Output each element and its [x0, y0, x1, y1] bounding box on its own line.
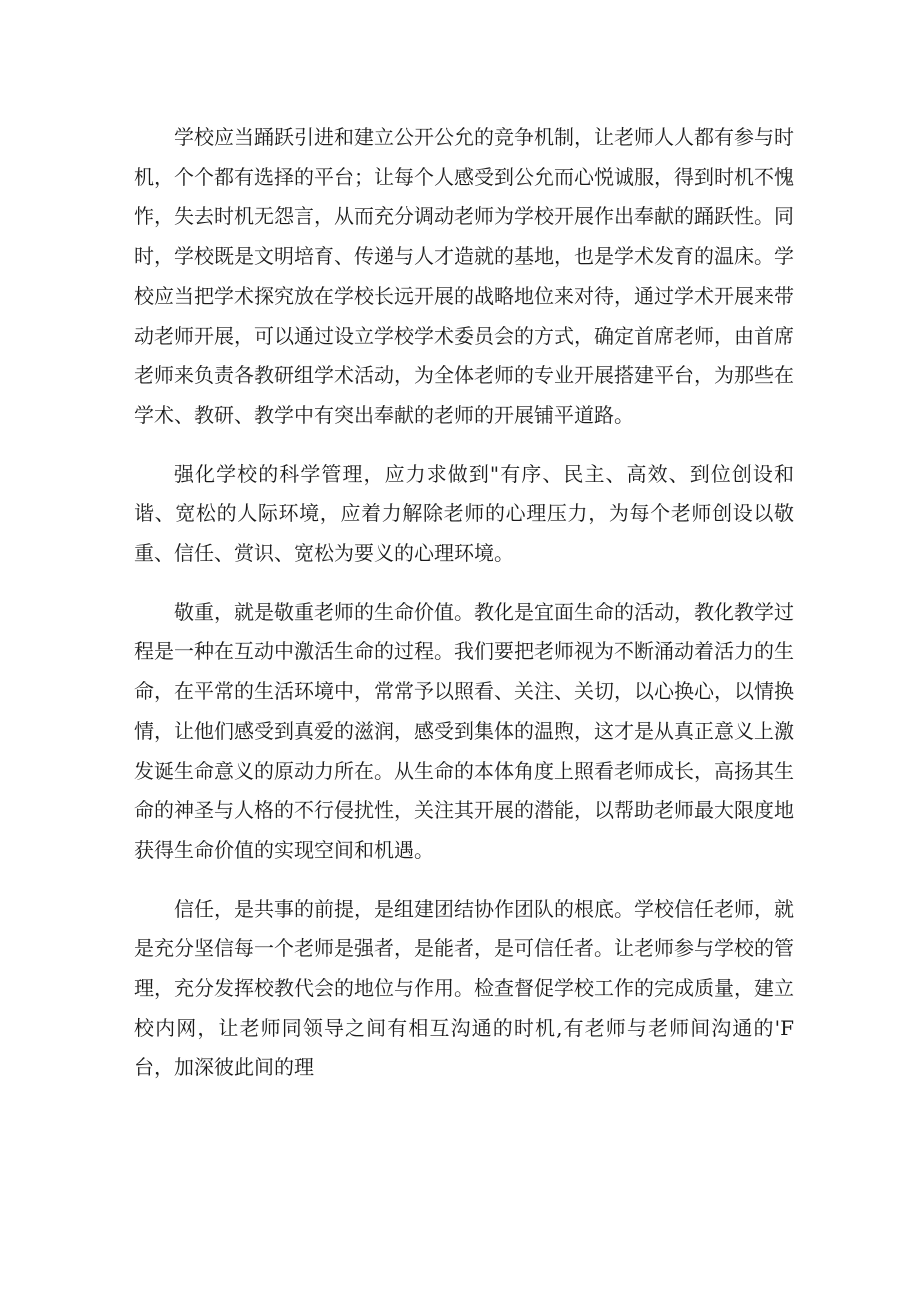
paragraph-trust: 信任，是共事的前提，是组建团结协作团队的根底。学校信任老师，就是充分坚信每一个老师是强者，是能者，是可信任者。让老师参与学校的管理，充分发挥校教代会的地位与作用。检查督促学校工作的完成质量，建立校内网，让老师同领导之间有相互沟通的时机,有老师与老师间沟通的'F台，加深彼此间的理 — [134, 896, 794, 1080]
paragraph-management: 强化学校的科学管理，应力求做到"有序、民主、高效、到位创设和谐、宽松的人际环境，应着力解除老师的心理压力，为每个老师创设以敬重、信任、赏识、宽松为要义的心理环境。 — [134, 461, 794, 566]
paragraph-competition: 学校应当踊跃引进和建立公开公允的竞争机制，让老师人人都有参与时机，个个都有选择的平台；让每个人感受到公允而心悦诚服，得到时机不愧怍，失去时机无怨言，从而充分调动老师为学校开展作出奉献的踊跃性。同时，学校既是文明培育、传递与人才造就的基地，也是学术发育的温床。学校应当把学术探究放在学校长远开展的战略地位来对待，通过学术开展来带动老师开展，可以通过设立学校学术委员会的方式，确定首席老师，由首席老师来负责各教研组学术活动，为全体老师的专业开展搭建平台，为那些在学术、教研、教学中有突出奉献的老师的开展铺平道路。 — [134, 125, 794, 427]
document-body — [134, 118, 794, 1107]
paragraph-respect: 敬重，就是敬重老师的生命价值。教化是宜面生命的活动，教化教学过程是一种在互动中激活生命的过程。我们要把老师视为不断涌动着活力的生命，在平常的生活环境中，常常予以照看、关注、关切，以心换心，以情换情，让他们感受到真爱的滋润，感受到集体的温煦，这才是从真正意义上激发诞生命意义的原动力所在。从生命的本体角度上照看老师成长，高扬其生命的神圣与人格的不行侵扰性，关注其开展的潜能，以帮助老师最大限度地获得生命价值的实现空间和机遇。 — [134, 599, 794, 862]
